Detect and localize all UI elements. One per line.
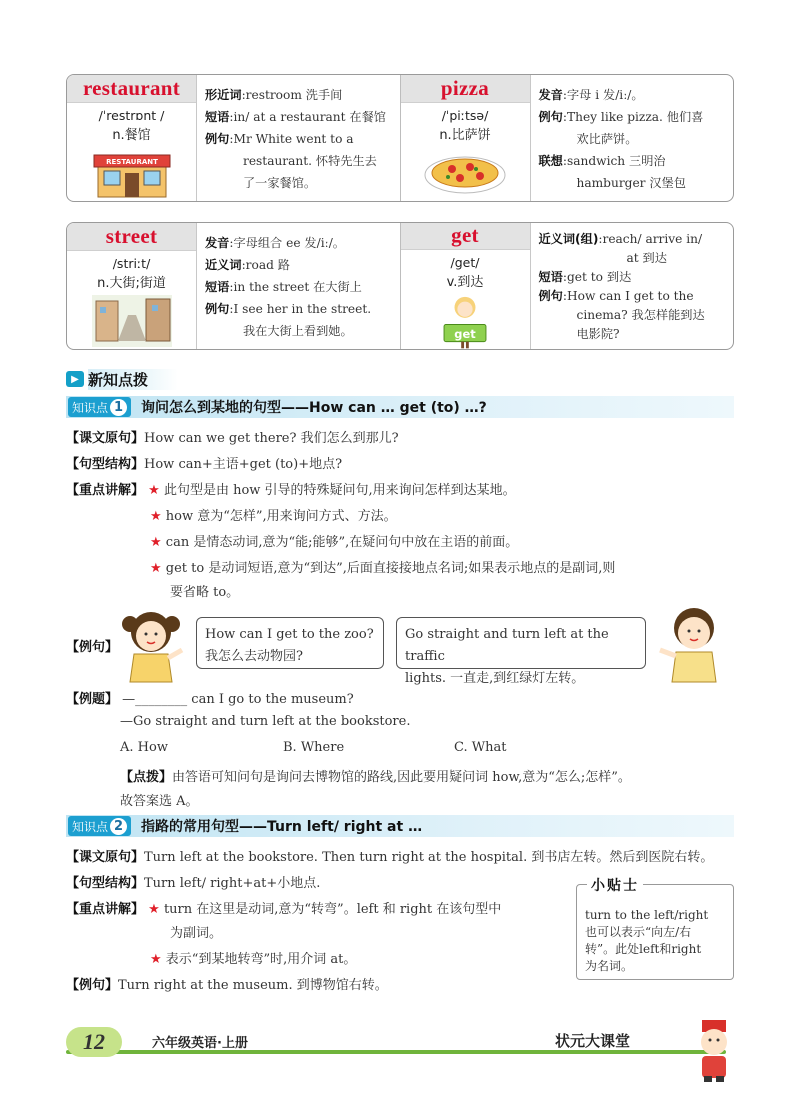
tip-line: 转”。此处left和right [585,942,702,956]
explain-point: get to 是动词短语,意为“到达”,后面直接接地点名词;如果表示地点的是副词,则 [165,561,616,576]
note-text: 欢比萨饼。 [576,132,638,146]
vocab-word: restaurant [67,75,196,103]
knowledge-point-tag [68,397,131,417]
example-line-2 [66,974,388,993]
note-text: :I see her in the street. [229,302,372,316]
tip-line: turn to the left/right [585,908,709,922]
note-label: 短语 [205,110,230,124]
knowledge-point-tag [68,816,131,836]
page-number: 12 [66,1027,122,1057]
explain-point: 表示“到某地转弯”时,用介词 at。 [165,952,357,967]
option-c: C. What [454,740,507,755]
bubble-line: lights. 一直走,到红绿灯左转。 [405,671,585,686]
original-text: Turn left at the bookstore. Then turn right at the hospital. 到书店左转。然后到医院右转。 [144,850,714,865]
brand-title: 状元大课堂 [555,1032,631,1050]
vocab-pos: v.到达 [446,274,484,290]
vocab-notes [531,223,734,349]
tip-line: 为名词。 [585,959,634,973]
explain-line-1 [66,479,516,498]
note-text: :Mr White went to a [229,132,354,146]
girl-holding-sign-illustration [435,294,495,349]
restaurant-sign-text: RESTAURANT [105,158,158,166]
note-text: at 到达 [626,251,667,265]
star-icon: ★ [150,535,162,550]
note-text: cinema? 我怎样能到达 [576,308,705,322]
explain-label: 【重点讲解】 [66,902,145,917]
structure-line [66,453,342,472]
speech-bubble-question [196,617,384,669]
star-icon: ★ [150,952,162,967]
note-label: 近义词 [205,258,242,272]
note-label: 例句 [205,302,230,316]
note-text: :sandwich 三明治 [562,154,666,168]
star-icon: ★ [148,483,160,498]
note-label: 例句 [538,289,563,303]
note-text: :They like pizza. 他们喜 [562,110,704,124]
explain-line-2-2 [150,948,356,967]
explain-point: turn 在这里是动词,意为“转弯”。left 和 right 在该句型中 [163,902,502,917]
vocab-card-get [400,223,734,349]
girl-illustration [116,604,186,684]
note-text: :字母组合 ee 发/iː/。 [229,236,345,250]
structure-line-2 [66,872,320,891]
note-label: 近义词(组) [538,232,599,246]
street-illustration [92,295,172,347]
vocab-card-street [67,223,400,349]
structure-label: 【句型结构】 [66,457,145,472]
hint-label: 【点拨】 [120,770,173,785]
bubble-line: Go straight and turn left at the traffic [405,627,609,664]
note-text: hamburger 汉堡包 [576,176,686,190]
original-sentence-line-2 [66,846,713,865]
vocab-word-panel [67,223,197,349]
star-icon: ★ [148,902,160,917]
get-sign-text: get [454,326,476,341]
tip-title: 小贴士 [587,875,643,895]
section-heading [66,368,178,390]
knowledge-point-1-bar [66,396,734,418]
vocab-pos: n.餐馆 [112,128,151,143]
knowledge-point-title: 询问怎么到某地的句型——How can … get (to) …? [141,400,487,416]
knowledge-point-title: 指路的常用句型——Turn left/ right at … [141,819,423,835]
note-text: :in the street 在大街上 [229,280,362,294]
note-text: :字母 i 发/iː/。 [562,88,644,102]
hint-line [120,766,631,785]
vocab-word: street [67,223,196,251]
note-text: 我在大街上看到她。 [243,324,353,338]
knowledge-point-number: 2 [110,818,127,835]
option-a: A. How [120,740,168,755]
mascot-illustration [690,1018,738,1084]
note-text: :road 路 [241,258,290,272]
vocab-notes [197,75,400,201]
star-icon: ★ [150,561,162,576]
exercise-answer: —Go straight and turn left at the bookstore. [120,714,411,729]
original-sentence-line [66,427,399,446]
example-label [66,636,118,655]
vocab-phonetic: /striːt/ [112,256,151,271]
section-title: 新知点拨 [88,369,178,390]
note-text: 了一家餐馆。 [243,176,317,190]
tag-text: 知识点 [72,400,109,415]
explain-label: 【重点讲解】 [66,483,145,498]
bubble-line: How can I get to the zoo? [205,627,374,642]
explain-line-2 [150,505,397,524]
explain-point: can 是情态动词,意为“能;能够”,在疑问句中放在主语的前面。 [165,535,519,550]
explain-point: how 意为“怎样”,用来询问方式、方法。 [165,509,397,524]
star-icon: ★ [150,509,162,524]
note-text: :reach/ arrive in/ [598,232,703,246]
vocab-word: get [401,223,530,250]
exercise-question: —________ can I go to the museum? [122,692,354,707]
vocab-phonetic: /get/ [450,254,480,270]
original-label: 【课文原句】 [66,431,145,446]
vocab-notes [197,223,400,349]
note-label: 例句 [205,132,230,146]
tag-text: 知识点 [72,819,109,834]
structure-label: 【句型结构】 [66,876,145,891]
arrow-icon: ▶ [66,371,84,387]
note-text: :How can I get to the [562,289,694,303]
option-b: B. Where [283,740,345,755]
explain-point: 此句型是由 how 引导的特殊疑问句,用来询问怎样到达某地。 [163,483,516,498]
note-text: :get to 到达 [562,270,632,284]
original-text: How can we get there? 我们怎么到那儿? [144,431,399,446]
note-label: 短语 [205,280,230,294]
note-label: 短语 [538,270,563,284]
example-label: 【例句】 [66,978,119,993]
note-text: :restroom 洗手间 [241,88,343,102]
note-label: 发音 [205,236,230,250]
vocab-card-restaurant [67,75,400,201]
explain-line-2-1 [66,898,501,917]
explain-line-3 [150,531,518,550]
vocab-notes [531,75,734,201]
vocab-phonetic: /ˈpiːtsə/ [441,108,489,123]
vocab-phonetic: /ˈrestrɒnt / [98,108,165,123]
tip-line: 也可以表示“向左/右 [585,925,692,939]
hint-text: 由答语可知问句是询问去博物馆的路线,因此要用疑问词 how,意为“怎么;怎样”。 [172,770,631,785]
vocab-row-2 [66,222,734,350]
bubble-line: 我怎么去动物园? [205,649,303,664]
explain-line-4 [150,557,615,576]
vocab-row-1 [66,74,734,202]
note-label: 例句 [538,110,563,124]
note-label: 形近词 [205,88,242,102]
example-label-text: 【例句】 [66,640,119,655]
book-title: 六年级英语·上册 [152,1036,248,1051]
vocab-word-panel [401,75,531,201]
note-label: 发音 [538,88,563,102]
hint-cont: 故答案选 A。 [120,794,199,809]
knowledge-point-number: 1 [110,399,127,416]
structure-text: Turn left/ right+at+小地点. [144,876,321,891]
tip-box [576,878,734,980]
restaurant-illustration [92,147,172,199]
original-label: 【课文原句】 [66,850,145,865]
exercise-label: 【例题】 [66,692,119,707]
speech-bubble-answer [396,617,646,686]
explain-line-2-1-cont: 为副词。 [170,926,223,941]
boy-illustration [652,600,732,684]
knowledge-point-2-bar [66,815,734,837]
note-label: 联想 [538,154,563,168]
vocab-word-panel [67,75,197,201]
tip-text [585,907,731,975]
vocab-word-panel [401,223,531,349]
note-text: :in/ at a restaurant 在餐馆 [229,110,386,124]
vocab-word: pizza [401,75,530,103]
explain-line-4-cont: 要省略 to。 [170,585,240,600]
structure-text: How can+主语+get (to)+地点? [144,457,343,472]
exercise-question-line [66,688,354,707]
note-text: 电影院? [576,327,620,341]
vocab-pos: n.大街;街道 [97,276,166,291]
pizza-illustration [420,147,510,197]
vocab-pos: n.比萨饼 [439,128,491,143]
vocab-card-pizza [400,75,734,201]
note-text: restaurant. 怀特先生去 [243,154,377,168]
example-text: Turn right at the museum. 到博物馆右转。 [118,978,388,993]
